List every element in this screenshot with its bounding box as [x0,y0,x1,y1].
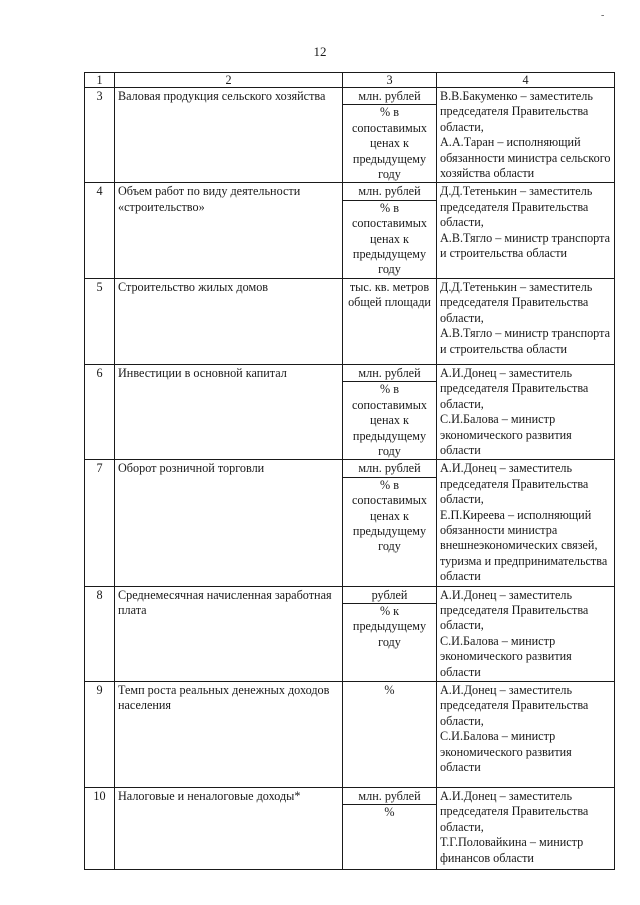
indicator-name: Налоговые и неналоговые доходы* [115,788,343,870]
unit-secondary: % к предыдущему году [352,603,427,649]
responsible-person: Д.Д.Тетенькин – заместитель председателя Правительства области, [440,184,593,230]
unit-cell [343,88,437,183]
unit-main: млн. рублей [343,365,436,382]
corner-mark: - [601,10,605,21]
table-row [85,788,615,870]
unit-cell [343,682,437,788]
row-number: 4 [85,183,115,278]
header-cell: 1 [85,73,115,88]
responsible-person: А.И.Донец – заместитель председателя Правительства области, [440,587,589,633]
indicator-name: Среднемесячная начисленная заработная плата [115,586,343,681]
responsible-cell [437,788,615,870]
responsible-person: А.В.Тягло – министр транспорта и строительства области [440,230,610,261]
unit-secondary: % [384,805,395,820]
table-row [85,88,615,183]
responsible-person: Е.П.Киреева – исполняющий обязанности министра внешнеэкономических связей, туризма и предпринимательства области [440,507,608,584]
indicator-name: Строительство жилых домов [115,278,343,364]
responsible-person: А.В.Тягло – министр транспорта и строительства области [440,326,610,356]
unit-cell [343,788,437,870]
responsible-person: В.В.Бакуменко – заместитель председателя Правительства области, [440,89,593,134]
unit-cell [343,586,437,681]
responsible-cell [437,682,615,788]
responsible-cell [437,278,615,364]
row-number: 5 [85,278,115,364]
responsible-cell [437,586,615,681]
unit-cell [343,183,437,278]
table-row [85,364,615,459]
responsible-person: С.И.Балова – министр экономического развития области [440,633,572,679]
unit-main: млн. рублей [343,460,436,477]
unit-cell [343,364,437,459]
responsible-person: Д.Д.Тетенькин – заместитель председателя Правительства области, [440,279,593,325]
unit-cell [343,278,437,364]
responsible-cell [437,460,615,586]
unit-secondary: % в сопоставимых ценах к предыдущему году [352,200,427,277]
responsible-person: А.И.Донец – заместитель председателя Правительства области, [440,789,589,834]
unit-main: млн. рублей [343,88,436,105]
responsible-person: А.А.Таран – исполняющий обязанности министра сельского хозяйства области [440,135,611,181]
unit-main: млн. рублей [343,788,436,805]
unit-main: % [384,683,395,697]
row-number: 3 [85,88,115,183]
row-number: 9 [85,682,115,788]
header-cell: 2 [115,73,343,88]
unit-main: тыс. кв. метров общей площади [348,279,431,310]
unit-secondary: % в сопоставимых ценах к предыдущему году [352,382,427,458]
responsible-cell [437,88,615,183]
table-row [85,586,615,681]
table-header-row [85,73,615,88]
indicator-name: Темп роста реальных денежных доходов населения [115,682,343,788]
responsible-person: С.И.Балова – министр экономического развития области [440,412,572,457]
page-number: 12 [313,44,327,59]
responsible-person: Т.Г.Половайкина – министр финансов области [440,835,584,865]
table-row [85,460,615,586]
row-number: 8 [85,586,115,681]
indicator-name: Оборот розничной торговли [115,460,343,586]
indicators-table [84,72,615,870]
indicator-name: Инвестиции в основной капитал [115,364,343,459]
responsible-cell [437,183,615,278]
header-cell: 4 [437,73,615,88]
responsible-person: А.И.Донец – заместитель председателя Правительства области, [440,683,589,728]
unit-main: рублей [343,587,436,604]
unit-secondary: % в сопоставимых ценах к предыдущему году [352,105,427,182]
indicator-name: Объем работ по виду деятельности «строительство» [115,183,343,278]
table-row [85,682,615,788]
table-row [85,278,615,364]
responsible-cell [437,364,615,459]
row-number: 10 [85,788,115,870]
row-number: 7 [85,460,115,586]
unit-secondary: % в сопоставимых ценах к предыдущему году [352,477,427,554]
unit-main: млн. рублей [343,183,436,200]
header-cell: 3 [343,73,437,88]
table-row [85,183,615,278]
indicator-name: Валовая продукция сельского хозяйства [115,88,343,183]
responsible-person: С.И.Балова – министр экономического развития области [440,729,572,775]
responsible-person: А.И.Донец – заместитель председателя Правительства области, [440,365,589,411]
unit-cell [343,460,437,586]
responsible-person: А.И.Донец – заместитель председателя Правительства области, [440,461,589,507]
row-number: 6 [85,364,115,459]
